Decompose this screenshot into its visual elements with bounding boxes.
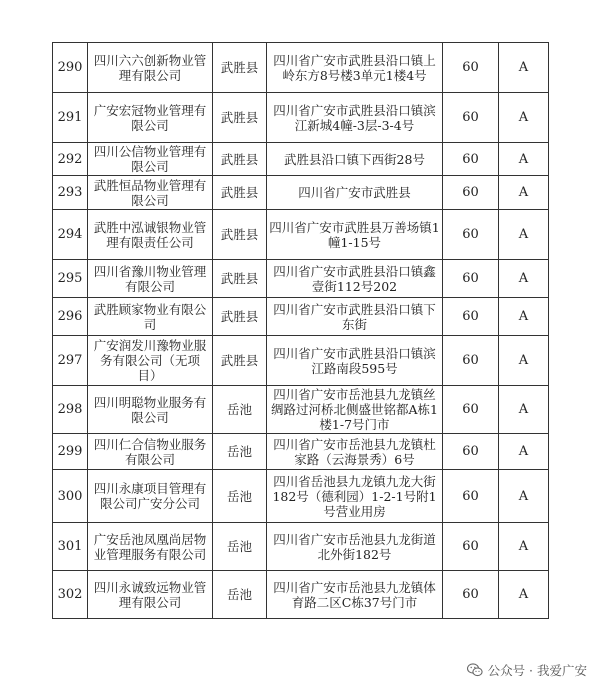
score: 60 xyxy=(443,523,499,571)
row-number: 299 xyxy=(53,434,88,470)
grade: A xyxy=(499,176,549,210)
company-name: 四川明聪物业服务有限公司 xyxy=(88,386,213,434)
row-number: 302 xyxy=(53,571,88,619)
address: 四川省广安市武胜县万善场镇1幢1-15号 xyxy=(267,210,443,260)
address: 四川省广安市武胜县沿口镇鑫壹街112号202 xyxy=(267,260,443,298)
table-row xyxy=(53,176,549,210)
enterprise-table xyxy=(52,42,549,619)
watermark-text: 公众号 · 我爱广安 xyxy=(487,663,587,678)
address: 四川省广安市武胜县沿口镇下东街 xyxy=(267,298,443,336)
grade: A xyxy=(499,336,549,386)
grade: A xyxy=(499,523,549,571)
grade: A xyxy=(499,298,549,336)
county: 岳池 xyxy=(213,571,267,619)
company-name: 四川六六创新物业管理有限公司 xyxy=(88,43,213,93)
grade: A xyxy=(499,470,549,523)
table-row xyxy=(53,93,549,143)
address: 四川省岳池县九龙镇九龙大街182号（德利园）1-2-1号附1号营业用房 xyxy=(267,470,443,523)
company-name: 四川省豫川物业管理有限公司 xyxy=(88,260,213,298)
table-row xyxy=(53,523,549,571)
table-row xyxy=(53,298,549,336)
score: 60 xyxy=(443,434,499,470)
company-name: 广安润发川豫物业服务有限公司（无项目） xyxy=(88,336,213,386)
county: 武胜县 xyxy=(213,210,267,260)
table-row xyxy=(53,210,549,260)
address: 武胜县沿口镇下西街28号 xyxy=(267,143,443,176)
table-row xyxy=(53,336,549,386)
county: 武胜县 xyxy=(213,298,267,336)
address: 四川省广安市武胜县沿口镇滨江新城4幢-3层-3-4号 xyxy=(267,93,443,143)
address: 四川省广安市武胜县沿口镇上岭东方8号楼3单元1楼4号 xyxy=(267,43,443,93)
score: 60 xyxy=(443,470,499,523)
grade: A xyxy=(499,260,549,298)
grade: A xyxy=(499,93,549,143)
score: 60 xyxy=(443,298,499,336)
county: 岳池 xyxy=(213,386,267,434)
score: 60 xyxy=(443,386,499,434)
score: 60 xyxy=(443,143,499,176)
row-number: 300 xyxy=(53,470,88,523)
grade: A xyxy=(499,43,549,93)
row-number: 301 xyxy=(53,523,88,571)
table-row xyxy=(53,571,549,619)
watermark xyxy=(467,661,587,679)
county: 武胜县 xyxy=(213,260,267,298)
row-number: 295 xyxy=(53,260,88,298)
grade: A xyxy=(499,571,549,619)
score: 60 xyxy=(443,571,499,619)
grade: A xyxy=(499,434,549,470)
table-row xyxy=(53,43,549,93)
grade: A xyxy=(499,386,549,434)
row-number: 296 xyxy=(53,298,88,336)
table-body xyxy=(53,43,549,619)
grade: A xyxy=(499,210,549,260)
county: 武胜县 xyxy=(213,43,267,93)
company-name: 四川永诚致远物业管理有限公司 xyxy=(88,571,213,619)
score: 60 xyxy=(443,93,499,143)
table-row xyxy=(53,260,549,298)
company-name: 四川公信物业管理有限公司 xyxy=(88,143,213,176)
county: 武胜县 xyxy=(213,176,267,210)
address: 四川省广安市武胜县沿口镇滨江路南段595号 xyxy=(267,336,443,386)
score: 60 xyxy=(443,260,499,298)
address: 四川省广安市岳池县九龙镇体育路二区C栋37号门市 xyxy=(267,571,443,619)
county: 岳池 xyxy=(213,523,267,571)
wechat-icon xyxy=(467,663,483,677)
score: 60 xyxy=(443,210,499,260)
company-name: 广安岳池凤凰尚居物业管理服务有限公司 xyxy=(88,523,213,571)
row-number: 298 xyxy=(53,386,88,434)
row-number: 292 xyxy=(53,143,88,176)
county: 岳池 xyxy=(213,434,267,470)
row-number: 294 xyxy=(53,210,88,260)
county: 武胜县 xyxy=(213,93,267,143)
county: 武胜县 xyxy=(213,336,267,386)
address: 四川省广安市岳池县九龙镇杜家路（云海景秀）6号 xyxy=(267,434,443,470)
company-name: 武胜恒品物业管理有限公司 xyxy=(88,176,213,210)
row-number: 293 xyxy=(53,176,88,210)
company-name: 武胜中泓诚银物业管理有限责任公司 xyxy=(88,210,213,260)
table-row xyxy=(53,470,549,523)
table-row xyxy=(53,386,549,434)
table-row xyxy=(53,434,549,470)
company-name: 四川永康项目管理有限公司广安分公司 xyxy=(88,470,213,523)
county: 武胜县 xyxy=(213,143,267,176)
table-row xyxy=(53,143,549,176)
address: 四川省广安市岳池县九龙镇丝绸路过河桥北侧盛世铭都A栋1楼1-7号门市 xyxy=(267,386,443,434)
company-name: 四川仁合信物业服务有限公司 xyxy=(88,434,213,470)
address: 四川省广安市武胜县 xyxy=(267,176,443,210)
score: 60 xyxy=(443,336,499,386)
score: 60 xyxy=(443,43,499,93)
company-name: 广安宏冠物业管理有限公司 xyxy=(88,93,213,143)
company-name: 武胜顾家物业有限公司 xyxy=(88,298,213,336)
row-number: 291 xyxy=(53,93,88,143)
address: 四川省广安市岳池县九龙街道北外街182号 xyxy=(267,523,443,571)
grade: A xyxy=(499,143,549,176)
score: 60 xyxy=(443,176,499,210)
row-number: 290 xyxy=(53,43,88,93)
county: 岳池 xyxy=(213,470,267,523)
row-number: 297 xyxy=(53,336,88,386)
